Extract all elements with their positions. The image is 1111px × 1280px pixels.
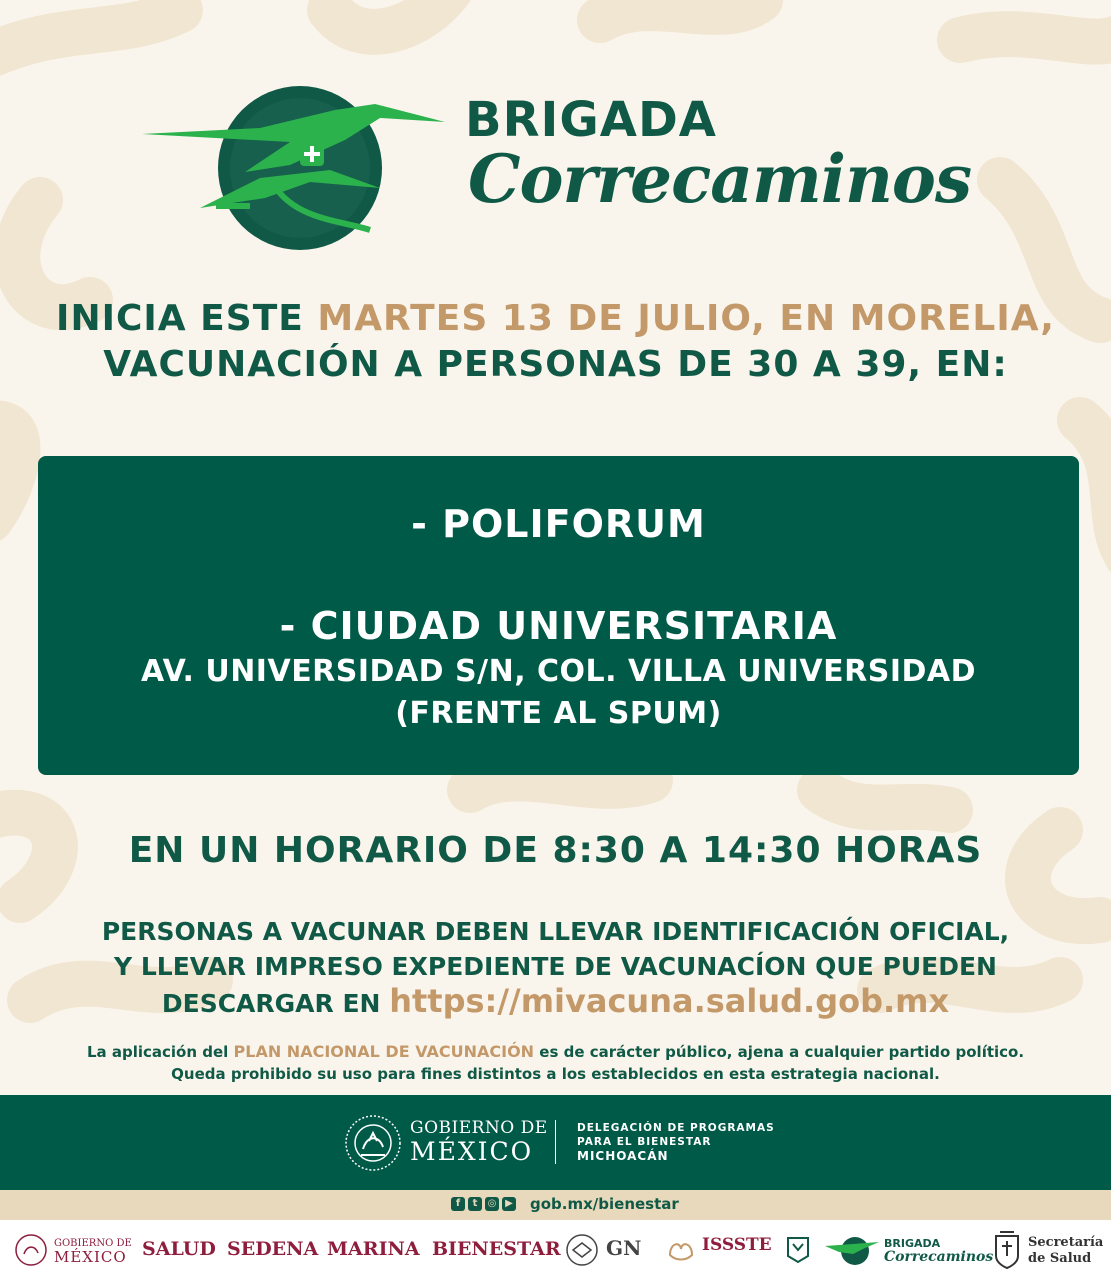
headline [40,296,1071,388]
requirements-line-3: DESCARGAR EN [161,989,390,1018]
guardia-nacional-seal-icon [565,1233,599,1267]
requirements-text [40,914,1071,1021]
issste-hands-icon [666,1235,696,1265]
locations-box [38,456,1079,775]
logo-gobierno-line-1: GOBIERNO DE [54,1238,132,1249]
location-ciudad-universitaria: - CIUDAD UNIVERSITARIA [279,604,838,648]
logo-marina: MARINA [327,1238,420,1260]
logo-brigada-line-1: BRIGADA [884,1237,941,1250]
headline-part-1: INICIA ESTE [56,298,318,339]
disclaimer-part-3: es de carácter público, ajena a cualquier partido político. [534,1043,1025,1061]
headline-part-3: VACUNACIÓN A PERSONAS DE 30 A 39, EN: [103,344,1008,385]
logo-gn: GN [606,1236,642,1260]
logo-salud: SALUD [142,1238,216,1260]
delegacion-line-1: DELEGACIÓN DE PROGRAMAS [577,1122,775,1134]
brigada-correcaminos-emblem [140,70,450,250]
partner-logos-strip [0,1220,1111,1280]
disclaimer [40,1041,1071,1085]
headline-date-place: MARTES 13 DE JULIO, EN MORELIA, [317,298,1055,339]
instagram-icon[interactable]: ◎ [485,1197,499,1211]
brand-title-correcaminos: Correcaminos [468,140,972,218]
imss-icon [786,1236,810,1264]
social-icons [451,1197,516,1211]
logo-issste: ISSSTE [702,1235,772,1255]
delegacion-label [577,1121,775,1163]
location-reference: (FRENTE AL SPUM) [395,696,722,731]
youtube-icon[interactable]: ▶ [502,1197,516,1211]
michoacan-shield-icon [994,1230,1020,1270]
logo-bienestar: BIENESTAR [432,1238,561,1260]
disclaimer-plan-name: PLAN NACIONAL DE VACUNACIÓN [233,1042,535,1061]
location-address: AV. UNIVERSIDAD S/N, COL. VILLA UNIVERSIDAD [140,654,977,689]
vaccine-registration-link[interactable]: https://mivacuna.salud.gob.mx [389,982,950,1020]
location-poliforum: - POLIFORUM [411,502,706,546]
schedule-text: EN UN HORARIO DE 8:30 A 14:30 HORAS [128,830,983,871]
social-url-link[interactable]: gob.mx/bienestar [530,1195,679,1213]
facebook-icon[interactable]: f [451,1197,465,1211]
logo-secretaria-line-1: Secretaría [1028,1235,1104,1250]
gobierno-mexico-seal-icon [14,1233,48,1267]
gobierno-de-label: GOBIERNO DE [410,1118,548,1138]
mexico-coat-of-arms-icon [343,1113,403,1173]
footer-divider [555,1120,556,1164]
requirements-line-1: PERSONAS A VACUNAR DEBEN LLEVAR IDENTIFICACIÓN OFICIAL, [101,917,1010,946]
disclaimer-part-1: La aplicación del [86,1043,234,1061]
mexico-label: MÉXICO [410,1137,534,1166]
logo-brigada-line-2: Correcaminos [884,1249,994,1265]
brand-title-brigada: BRIGADA [465,92,717,148]
disclaimer-line-2: Queda prohibido su uso para fines distintos a los establecidos en esta estrategia nacional. [171,1065,940,1083]
brigada-small-emblem-icon [825,1234,881,1266]
social-band [0,1190,1111,1220]
logo-sedena: SEDENA [227,1238,319,1260]
logo-secretaria-line-2: de Salud [1028,1251,1092,1266]
delegacion-line-2: PARA EL BIENESTAR [577,1136,712,1148]
delegacion-line-3: MICHOACÁN [577,1149,669,1163]
requirements-line-2: Y LLEVAR IMPRESO EXPEDIENTE DE VACUNACÍON QUE PUEDEN [114,952,997,981]
footer-band [0,1095,1111,1190]
logo-gobierno-line-2: MÉXICO [54,1248,127,1266]
twitter-icon[interactable]: t [468,1197,482,1211]
